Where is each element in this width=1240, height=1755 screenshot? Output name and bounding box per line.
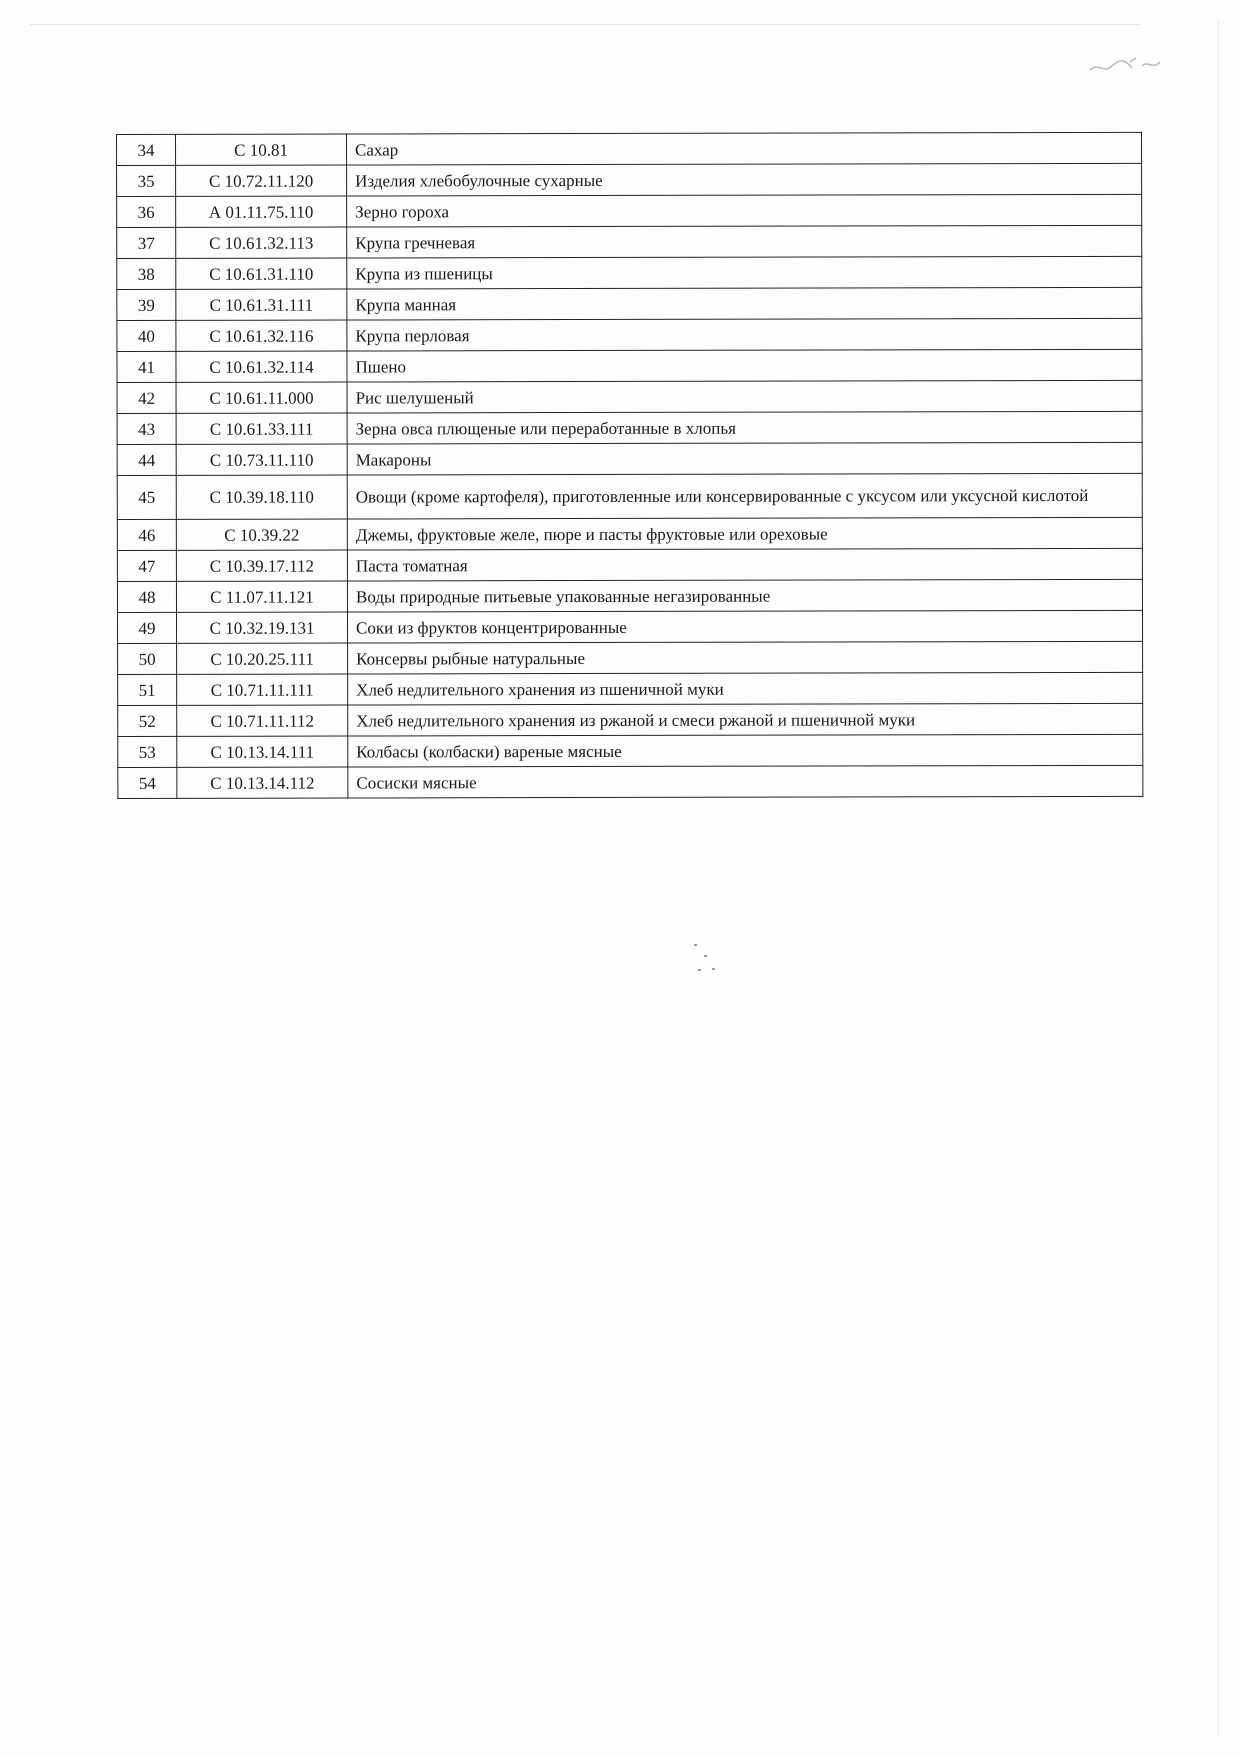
table-row (117, 163, 1142, 196)
okpd-code: С 10.20.25.111 (177, 643, 348, 674)
row-number: 35 (117, 165, 176, 196)
row-number: 45 (117, 475, 176, 519)
table-row (118, 641, 1143, 674)
okpd-code: А 01.11.75.110 (176, 196, 347, 227)
okpd-code: С 10.72.11.120 (176, 165, 347, 196)
table-row (117, 473, 1142, 519)
table-row (117, 132, 1142, 165)
product-name: Зерно гороха (347, 194, 1142, 227)
product-name: Зерна овса плющеные или переработанные в хлопья (347, 411, 1142, 444)
row-number: 37 (117, 227, 176, 258)
product-name: Хлеб недлительного хранения из ржаной и смеси ржаной и пшеничной муки (348, 703, 1143, 736)
okpd-code: С 10.13.14.112 (177, 767, 348, 798)
okpd-code: С 10.13.14.111 (177, 736, 348, 767)
row-number: 50 (118, 643, 177, 674)
row-number: 34 (117, 134, 176, 165)
table-row (118, 610, 1143, 643)
product-name: Крупа гречневая (347, 225, 1142, 258)
table-row (117, 349, 1142, 382)
row-number: 46 (117, 519, 176, 550)
table-row (118, 672, 1143, 705)
okpd-code: С 10.71.11.112 (177, 705, 348, 736)
table-row (117, 287, 1142, 320)
product-name: Колбасы (колбаски) вареные мясные (348, 734, 1143, 767)
table-row (117, 517, 1142, 550)
product-name: Овощи (кроме картофеля), приготовленные или консервированные с уксусом или уксусной кислотой (347, 473, 1142, 519)
product-code-table (116, 132, 1143, 799)
table-row (117, 318, 1142, 351)
row-number: 40 (117, 320, 176, 351)
product-name: Крупа из пшеницы (347, 256, 1142, 289)
product-name: Сосиски мясные (348, 765, 1143, 798)
row-number: 52 (118, 705, 177, 736)
table-row (117, 548, 1142, 581)
product-name: Соки из фруктов концентрированные (348, 610, 1143, 643)
scan-speck (694, 944, 697, 946)
scan-speck (704, 955, 707, 957)
scan-speck (712, 968, 715, 970)
row-number: 43 (117, 413, 176, 444)
product-name: Макароны (347, 442, 1142, 475)
table-row (117, 256, 1142, 289)
product-name: Хлеб недлительного хранения из пшеничной муки (348, 672, 1143, 705)
table-row (118, 734, 1143, 767)
okpd-code: С 10.61.32.113 (176, 227, 347, 258)
product-name: Воды природные питьевые упакованные негазированные (347, 579, 1142, 612)
row-number: 53 (118, 736, 177, 767)
product-name: Крупа манная (347, 287, 1142, 320)
row-number: 54 (118, 767, 177, 798)
okpd-code: С 11.07.11.121 (176, 581, 347, 612)
product-name: Паста томатная (347, 548, 1142, 581)
table-row (117, 194, 1142, 227)
row-number: 42 (117, 382, 176, 413)
table-row (117, 225, 1142, 258)
table-row (117, 579, 1142, 612)
okpd-code: С 10.61.33.111 (176, 413, 347, 444)
row-number: 48 (117, 581, 176, 612)
okpd-code: С 10.39.22 (176, 519, 347, 550)
okpd-code: С 10.71.11.111 (177, 674, 348, 705)
row-number: 39 (117, 289, 176, 320)
okpd-code: С 10.32.19.131 (177, 612, 348, 643)
row-number: 36 (117, 196, 176, 227)
table-row (118, 765, 1143, 798)
okpd-code: С 10.61.11.000 (176, 382, 347, 413)
table-row (117, 442, 1142, 475)
product-name: Пшено (347, 349, 1142, 382)
okpd-code: С 10.61.31.110 (176, 258, 347, 289)
product-name: Рис шелушеный (347, 380, 1142, 413)
okpd-code: С 10.61.32.114 (176, 351, 347, 382)
okpd-code: С 10.61.31.111 (176, 289, 347, 320)
okpd-code: С 10.73.11.110 (176, 444, 347, 475)
okpd-code: С 10.39.17.112 (176, 550, 347, 581)
scan-speck (698, 969, 701, 971)
table-row (118, 703, 1143, 736)
corner-ink-mark (1086, 52, 1166, 78)
product-name: Консервы рыбные натуральные (348, 641, 1143, 674)
row-number: 44 (117, 444, 176, 475)
product-name: Сахар (347, 132, 1142, 165)
okpd-code: С 10.81 (176, 134, 347, 165)
table-row (117, 380, 1142, 413)
okpd-code: С 10.39.18.110 (176, 475, 347, 519)
row-number: 41 (117, 351, 176, 382)
okpd-code: С 10.61.32.116 (176, 320, 347, 351)
row-number: 49 (118, 612, 177, 643)
product-name: Джемы, фруктовые желе, пюре и пасты фруктовые или ореховые (347, 517, 1142, 550)
product-name: Крупа перловая (347, 318, 1142, 351)
row-number: 51 (118, 674, 177, 705)
page-top-edge (30, 24, 1140, 25)
product-name: Изделия хлебобулочные сухарные (347, 163, 1142, 196)
table-row (117, 411, 1142, 444)
table-body (117, 132, 1143, 798)
row-number: 47 (117, 550, 176, 581)
page-right-edge (1218, 20, 1219, 1735)
row-number: 38 (117, 258, 176, 289)
